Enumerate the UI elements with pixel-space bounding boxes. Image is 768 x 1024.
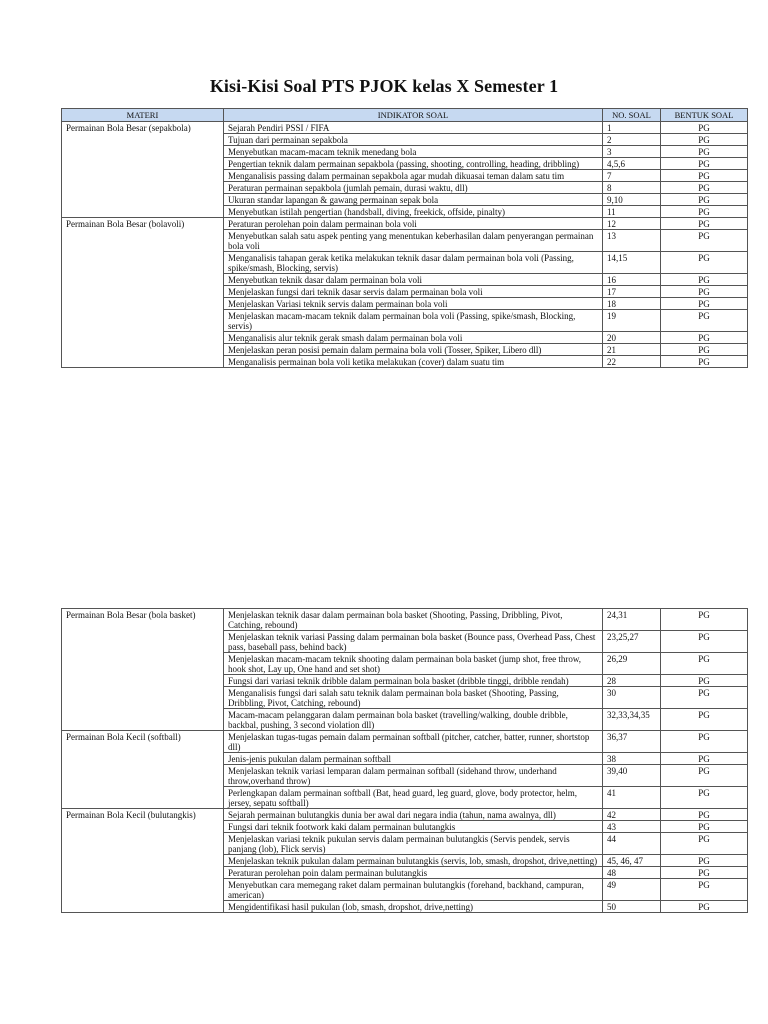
header-bentuk-soal: BENTUK SOAL — [661, 109, 748, 122]
bentuk-soal-cell: PG — [661, 653, 748, 675]
bentuk-soal-cell: PG — [661, 833, 748, 855]
indikator-cell: Menganalisis passing dalam permainan sepakbola agar mudah dikuasai teman dalam satu tim — [224, 170, 603, 182]
bentuk-soal-cell: PG — [661, 787, 748, 809]
table-row — [62, 609, 748, 631]
bentuk-soal-cell: PG — [661, 609, 748, 631]
indikator-cell: Peraturan perolehan poin dalam permainan bulutangkis — [224, 867, 603, 879]
bentuk-soal-cell: PG — [661, 821, 748, 833]
bentuk-soal-cell: PG — [661, 194, 748, 206]
no-soal-cell: 36,37 — [603, 731, 661, 753]
bentuk-soal-cell: PG — [661, 867, 748, 879]
kisi-kisi-table-page-1 — [61, 108, 748, 368]
header-indikator: INDIKATOR SOAL — [224, 109, 603, 122]
indikator-cell: Menganalisis fungsi dari salah satu teknik dalam permainan bola basket (Shooting, Passing, Dribbling, Pivot, Catching, rebound) — [224, 687, 603, 709]
bentuk-soal-cell: PG — [661, 170, 748, 182]
bentuk-soal-cell: PG — [661, 134, 748, 146]
table-row — [62, 218, 748, 230]
bentuk-soal-cell: PG — [661, 753, 748, 765]
no-soal-cell: 11 — [603, 206, 661, 218]
indikator-cell: Menganalisis alur teknik gerak smash dalam permainan bola voli — [224, 332, 603, 344]
no-soal-cell: 49 — [603, 879, 661, 901]
indikator-cell: Menjelaskan fungsi dari teknik dasar servis dalam permainan bola voli — [224, 286, 603, 298]
no-soal-cell: 38 — [603, 753, 661, 765]
table-row — [62, 809, 748, 821]
no-soal-cell: 14,15 — [603, 252, 661, 274]
no-soal-cell: 20 — [603, 332, 661, 344]
bentuk-soal-cell: PG — [661, 218, 748, 230]
indikator-cell: Menyebutkan istilah pengertian (handsball, diving, freekick, offside, pinalty) — [224, 206, 603, 218]
bentuk-soal-cell: PG — [661, 731, 748, 753]
no-soal-cell: 21 — [603, 344, 661, 356]
no-soal-cell: 32,33,34,35 — [603, 709, 661, 731]
no-soal-cell: 45, 46, 47 — [603, 855, 661, 867]
no-soal-cell: 13 — [603, 230, 661, 252]
indikator-cell: Menganalisis tahapan gerak ketika melakukan teknik dasar dalam permainan bola voli (Passing, spike/smash, Blocking, servis) — [224, 252, 603, 274]
indikator-cell: Pengertian teknik dalam permainan sepakbola (passing, shooting, controlling, heading, dribbling) — [224, 158, 603, 170]
bentuk-soal-cell: PG — [661, 158, 748, 170]
bentuk-soal-cell: PG — [661, 879, 748, 901]
indikator-cell: Fungsi dari teknik footwork kaki dalam permainan bulutangkis — [224, 821, 603, 833]
no-soal-cell: 50 — [603, 901, 661, 913]
materi-cell: Permainan Bola Besar (bolavoli) — [62, 218, 224, 368]
indikator-cell: Tujuan dari permainan sepakbola — [224, 134, 603, 146]
indikator-cell: Menyebutkan teknik dasar dalam permainan bola voli — [224, 274, 603, 286]
header-no-soal: NO. SOAL — [603, 109, 661, 122]
no-soal-cell: 41 — [603, 787, 661, 809]
bentuk-soal-cell: PG — [661, 901, 748, 913]
bentuk-soal-cell: PG — [661, 298, 748, 310]
indikator-cell: Menjelaskan teknik dasar dalam permainan bola basket (Shooting, Passing, Dribbling, Pivot, Catching, rebound) — [224, 609, 603, 631]
indikator-cell: Sejarah Pendiri PSSI / FIFA — [224, 122, 603, 134]
document-title: Kisi-Kisi Soal PTS PJOK kelas X Semester 1 — [209, 76, 559, 96]
kisi-kisi-table-page-2 — [61, 608, 748, 913]
table-row — [62, 122, 748, 134]
bentuk-soal-cell: PG — [661, 206, 748, 218]
indikator-cell: Menyebutkan cara memegang raket dalam permainan bulutangkis (forehand, backhand, campuran, american) — [224, 879, 603, 901]
no-soal-cell: 24,31 — [603, 609, 661, 631]
bentuk-soal-cell: PG — [661, 631, 748, 653]
bentuk-soal-cell: PG — [661, 675, 748, 687]
materi-cell: Permainan Bola Besar (sepakbola) — [62, 122, 224, 218]
materi-cell: Permainan Bola Kecil (softball) — [62, 731, 224, 809]
indikator-cell: Jenis-jenis pukulan dalam permainan softball — [224, 753, 603, 765]
indikator-cell: Peraturan permainan sepakbola (jumlah pemain, durasi waktu, dll) — [224, 182, 603, 194]
no-soal-cell: 12 — [603, 218, 661, 230]
no-soal-cell: 9,10 — [603, 194, 661, 206]
bentuk-soal-cell: PG — [661, 252, 748, 274]
no-soal-cell: 4,5,6 — [603, 158, 661, 170]
indikator-cell: Menjelaskan variasi teknik pukulan servis dalam permainan bulutangkis (Servis pendek, servis panjang (lob), Flick servis) — [224, 833, 603, 855]
bentuk-soal-cell: PG — [661, 709, 748, 731]
no-soal-cell: 42 — [603, 809, 661, 821]
header-materi: MATERI — [62, 109, 224, 122]
indikator-cell: Peraturan perolehan poin dalam permainan bola voli — [224, 218, 603, 230]
bentuk-soal-cell: PG — [661, 286, 748, 298]
no-soal-cell: 44 — [603, 833, 661, 855]
no-soal-cell: 3 — [603, 146, 661, 158]
bentuk-soal-cell: PG — [661, 182, 748, 194]
bentuk-soal-cell: PG — [661, 765, 748, 787]
no-soal-cell: 19 — [603, 310, 661, 332]
no-soal-cell: 7 — [603, 170, 661, 182]
bentuk-soal-cell: PG — [661, 122, 748, 134]
no-soal-cell: 28 — [603, 675, 661, 687]
no-soal-cell: 18 — [603, 298, 661, 310]
no-soal-cell: 8 — [603, 182, 661, 194]
bentuk-soal-cell: PG — [661, 687, 748, 709]
no-soal-cell: 16 — [603, 274, 661, 286]
no-soal-cell: 22 — [603, 356, 661, 368]
materi-cell: Permainan Bola Besar (bola basket) — [62, 609, 224, 731]
materi-cell: Permainan Bola Kecil (bulutangkis) — [62, 809, 224, 913]
bentuk-soal-cell: PG — [661, 274, 748, 286]
indikator-cell: Fungsi dari variasi teknik dribble dalam permainan bola basket (dribble tinggi, dribble rendah) — [224, 675, 603, 687]
bentuk-soal-cell: PG — [661, 344, 748, 356]
no-soal-cell: 43 — [603, 821, 661, 833]
table-header-row — [62, 109, 748, 122]
indikator-cell: Menyebutkan macam-macam teknik menedang bola — [224, 146, 603, 158]
bentuk-soal-cell: PG — [661, 809, 748, 821]
indikator-cell: Perlengkapan dalam permainan softball (Bat, head guard, leg guard, glove, body protector, helm, jersey, sepatu softball) — [224, 787, 603, 809]
bentuk-soal-cell: PG — [661, 332, 748, 344]
bentuk-soal-cell: PG — [661, 855, 748, 867]
no-soal-cell: 26,29 — [603, 653, 661, 675]
no-soal-cell: 39,40 — [603, 765, 661, 787]
no-soal-cell: 1 — [603, 122, 661, 134]
indikator-cell: Menjelaskan macam-macam teknik dalam permainan bola voli (Passing, spike/smash, Blocking, servis) — [224, 310, 603, 332]
no-soal-cell: 48 — [603, 867, 661, 879]
bentuk-soal-cell: PG — [661, 146, 748, 158]
indikator-cell: Menjelaskan teknik variasi lemparan dalam permainan softball (sidehand throw, underhand throw,overhand throw) — [224, 765, 603, 787]
indikator-cell: Mengidentifikasi hasil pukulan (lob, smash, dropshot, drive,netting) — [224, 901, 603, 913]
indikator-cell: Menyebutkan salah satu aspek penting yang menentukan keberhasilan dalam penyerangan permainan bola voli — [224, 230, 603, 252]
indikator-cell: Macam-macam pelanggaran dalam permainan bola basket (travelling/walking, double dribble, backbal, pushing, 3 second violation dll) — [224, 709, 603, 731]
indikator-cell: Menjelaskan teknik variasi Passing dalam permainan bola basket (Bounce pass, Overhead Pass, Chest pass, baseball pass, behind back) — [224, 631, 603, 653]
no-soal-cell: 17 — [603, 286, 661, 298]
no-soal-cell: 23,25,27 — [603, 631, 661, 653]
indikator-cell: Menganalisis permainan bola voli ketika melakukan (cover) dalam suatu tim — [224, 356, 603, 368]
bentuk-soal-cell: PG — [661, 230, 748, 252]
indikator-cell: Ukuran standar lapangan & gawang permainan sepak bola — [224, 194, 603, 206]
indikator-cell: Menjelaskan macam-macam teknik shooting dalam permainan bola basket (jump shot, free throw, hook shot, Lay up, One hand and set shot) — [224, 653, 603, 675]
indikator-cell: Menjelaskan peran posisi pemain dalam permaina bola voli (Tosser, Spiker, Libero dll) — [224, 344, 603, 356]
indikator-cell: Menjelaskan teknik pukulan dalam permainan bulutangkis (servis, lob, smash, dropshot, drive,netting) — [224, 855, 603, 867]
indikator-cell: Menjelaskan Variasi teknik servis dalam permainan bola voli — [224, 298, 603, 310]
no-soal-cell: 30 — [603, 687, 661, 709]
indikator-cell: Sejarah permainan bulutangkis dunia ber awal dari negara india (tahun, nama awalnya, dll) — [224, 809, 603, 821]
no-soal-cell: 2 — [603, 134, 661, 146]
table-row — [62, 731, 748, 753]
indikator-cell: Menjelaskan tugas-tugas pemain dalam permainan softball (pitcher, catcher, batter, runner, shortstop dll) — [224, 731, 603, 753]
bentuk-soal-cell: PG — [661, 356, 748, 368]
bentuk-soal-cell: PG — [661, 310, 748, 332]
